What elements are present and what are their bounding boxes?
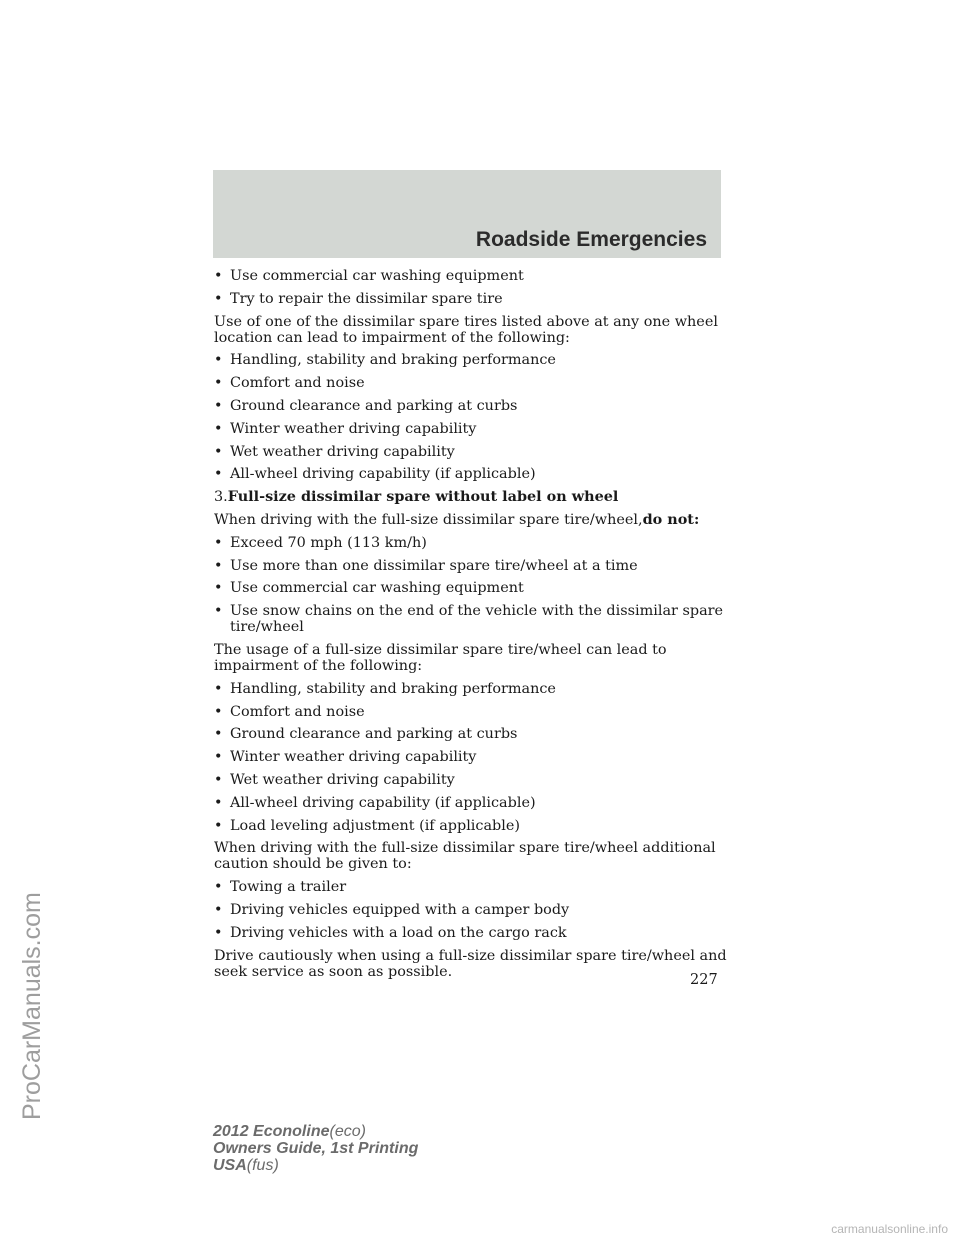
bullet-icon: •	[214, 817, 223, 834]
bullet-item: • Use more than one dissimilar spare tire/wheel at a time	[214, 557, 638, 574]
paragraph: The usage of a full-size dissimilar spare tire/wheel can lead to impairment of the following:	[214, 641, 667, 674]
page-number: 227	[690, 972, 718, 988]
paragraph: Use of one of the dissimilar spare tires listed above at any one wheel location can lead to impairment of the following:	[214, 313, 718, 346]
bullet-icon: •	[214, 466, 223, 483]
bullet-item: • Handling, stability and braking performance	[214, 680, 556, 697]
bullet-icon: •	[214, 603, 223, 620]
bullet-icon: •	[214, 749, 223, 766]
document-footer	[213, 1123, 418, 1174]
bullet-item: • All-wheel driving capability (if applicable)	[214, 466, 536, 483]
bullet-icon: •	[214, 924, 223, 941]
bullet-item: • Use snow chains on the end of the vehicle with the dissimilar spare tire/wheel	[214, 603, 724, 636]
footer-line: 2012 Econoline(eco)	[213, 1123, 366, 1140]
bullet-icon: •	[214, 726, 223, 743]
bullet-icon: •	[214, 420, 223, 437]
bullet-item: • Driving vehicles equipped with a camper body	[214, 901, 570, 918]
bullet-icon: •	[214, 879, 223, 896]
bullet-item: • Comfort and noise	[214, 703, 365, 720]
emphasis: do not:	[642, 510, 700, 528]
bullet-item: • Try to repair the dissimilar spare tire	[214, 290, 503, 307]
bullet-item: • Towing a trailer	[214, 879, 347, 896]
section-header	[213, 170, 721, 258]
bullet-icon: •	[214, 534, 223, 551]
bullet-icon: •	[214, 680, 223, 697]
bullet-icon: •	[214, 290, 223, 307]
bullet-item: • Use commercial car washing equipment	[214, 580, 524, 597]
paragraph: Drive cautiously when using a full-size dissimilar spare tire/wheel and seek service as soon as possible.	[214, 947, 727, 980]
bullet-icon: •	[214, 443, 223, 460]
bullet-icon: •	[214, 794, 223, 811]
bullet-item: • Wet weather driving capability	[214, 443, 455, 460]
step-title: Full-size dissimilar spare without label on wheel	[227, 488, 619, 506]
bullet-item: • All-wheel driving capability (if applicable)	[214, 794, 536, 811]
bullet-item: • Driving vehicles with a load on the cargo rack	[214, 924, 567, 941]
step-heading: 3.Full-size dissimilar spare without label on wheel	[214, 488, 619, 506]
bullet-icon: •	[214, 397, 223, 414]
bullet-icon: •	[214, 580, 223, 597]
bullet-icon: •	[214, 771, 223, 788]
bullet-icon: •	[214, 703, 223, 720]
bullet-icon: •	[214, 557, 223, 574]
paragraph: When driving with the full-size dissimilar spare tire/wheel,do not:	[214, 510, 700, 528]
page-content	[214, 268, 727, 986]
footer-line: Owners Guide, 1st Printing	[213, 1140, 419, 1157]
footer-line: USA(fus)	[213, 1157, 279, 1174]
watermark	[18, 892, 58, 1160]
bullet-item: • Comfort and noise	[214, 375, 365, 392]
bullet-item: • Ground clearance and parking at curbs	[214, 397, 518, 414]
section-title: Roadside Emergencies	[475, 228, 707, 251]
bullet-icon: •	[214, 375, 223, 392]
bullet-item: • Load leveling adjustment (if applicable)	[214, 817, 520, 834]
bullet-item: • Winter weather driving capability	[214, 749, 477, 766]
bullet-icon: •	[214, 901, 223, 918]
bullet-item: • Ground clearance and parking at curbs	[214, 726, 518, 743]
paragraph: When driving with the full-size dissimilar spare tire/wheel additional caution should be given to:	[214, 840, 716, 873]
bullet-item: • Winter weather driving capability	[214, 420, 477, 437]
bullet-icon: •	[214, 268, 223, 284]
bullet-icon: •	[214, 352, 223, 369]
bullet-item: • Use commercial car washing equipment	[214, 268, 524, 284]
watermark-text: ProCarManuals.com	[18, 892, 46, 1120]
bullet-item: • Exceed 70 mph (113 km/h)	[214, 534, 427, 551]
bullet-item: • Wet weather driving capability	[214, 771, 455, 788]
site-footer: carmanualsonline.info	[831, 1222, 948, 1236]
bullet-item: • Handling, stability and braking performance	[214, 352, 556, 369]
